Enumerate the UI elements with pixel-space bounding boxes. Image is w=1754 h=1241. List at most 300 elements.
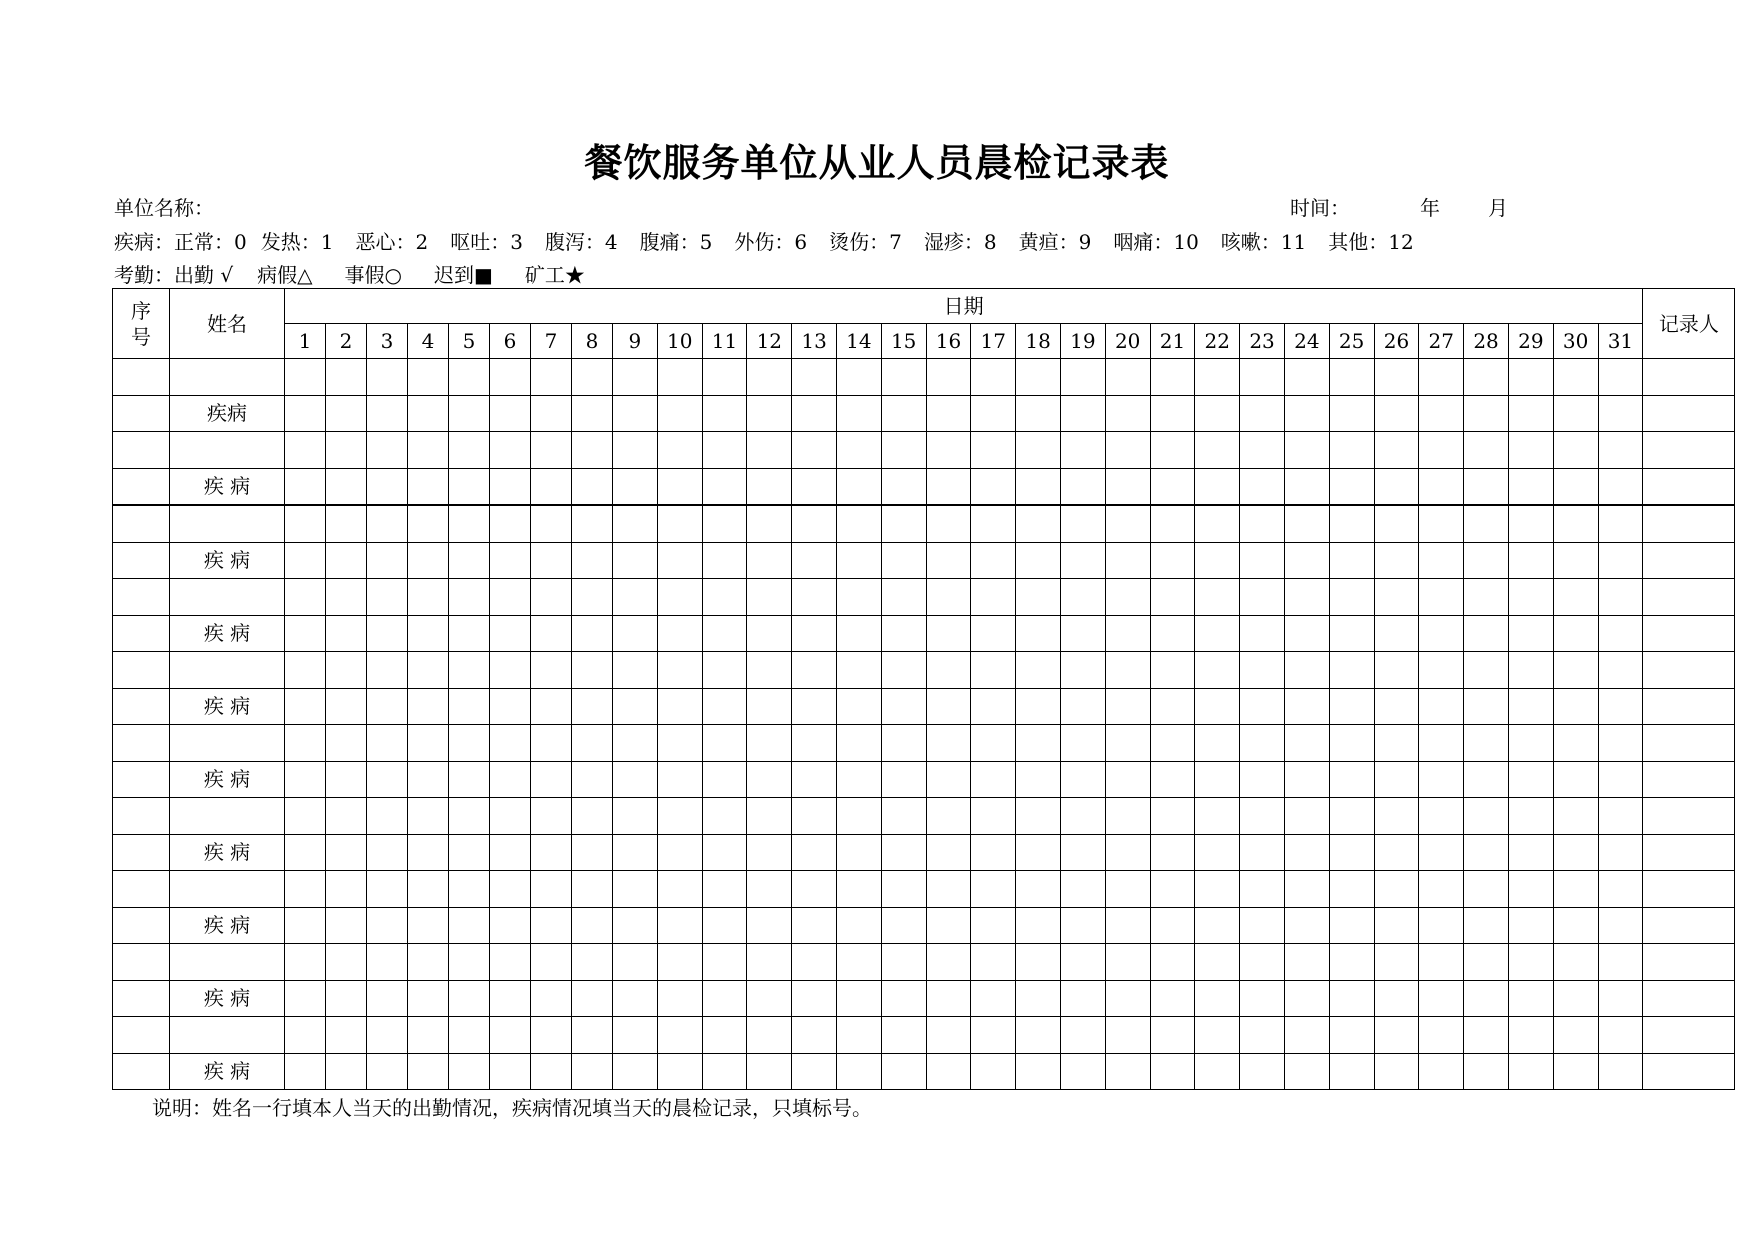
day-cell[interactable] [971,725,1016,762]
day-cell[interactable] [1150,468,1195,505]
day-cell[interactable] [1598,761,1643,798]
day-cell[interactable] [971,359,1016,396]
day-cell[interactable] [926,725,971,762]
day-cell[interactable] [881,615,926,652]
day-cell[interactable] [1329,907,1374,944]
day-cell[interactable] [1150,542,1195,579]
day-cell[interactable] [1240,725,1285,762]
day-cell[interactable] [1016,798,1061,835]
day-cell[interactable] [1419,834,1464,871]
day-cell[interactable] [881,907,926,944]
day-cell[interactable] [1060,432,1105,469]
day-cell[interactable] [285,395,326,432]
day-cell[interactable] [926,432,971,469]
day-cell[interactable] [1553,725,1598,762]
day-cell[interactable] [449,1053,490,1090]
day-cell[interactable] [926,871,971,908]
day-cell[interactable] [702,761,747,798]
day-cell[interactable] [881,834,926,871]
day-cell[interactable] [926,652,971,689]
day-cell[interactable] [1598,871,1643,908]
day-cell[interactable] [326,652,367,689]
day-cell[interactable] [1553,542,1598,579]
day-cell[interactable] [285,1053,326,1090]
day-cell[interactable] [1553,579,1598,616]
day-cell[interactable] [367,652,408,689]
day-cell[interactable] [1284,432,1329,469]
day-cell[interactable] [572,980,613,1017]
day-cell[interactable] [971,834,1016,871]
day-cell[interactable] [1508,579,1553,616]
day-cell[interactable] [490,834,531,871]
day-cell[interactable] [1464,579,1509,616]
day-cell[interactable] [747,871,792,908]
day-cell[interactable] [747,907,792,944]
day-cell[interactable] [1598,834,1643,871]
day-cell[interactable] [1464,359,1509,396]
day-cell[interactable] [792,944,837,981]
day-cell[interactable] [1419,944,1464,981]
day-cell[interactable] [572,359,613,396]
day-cell[interactable] [657,395,702,432]
day-cell[interactable] [1598,468,1643,505]
seq-cell[interactable] [113,615,170,652]
day-cell[interactable] [490,725,531,762]
day-cell[interactable] [490,1017,531,1054]
day-cell[interactable] [408,542,449,579]
day-cell[interactable] [613,1053,658,1090]
day-cell[interactable] [1329,1053,1374,1090]
day-cell[interactable] [702,615,747,652]
day-cell[interactable] [408,505,449,542]
day-cell[interactable] [326,798,367,835]
day-cell[interactable] [657,1053,702,1090]
day-cell[interactable] [326,871,367,908]
day-cell[interactable] [1060,834,1105,871]
recorder-cell[interactable] [1643,1017,1735,1054]
day-cell[interactable] [1464,505,1509,542]
day-cell[interactable] [971,505,1016,542]
day-cell[interactable] [792,980,837,1017]
day-cell[interactable] [1508,725,1553,762]
day-cell[interactable] [1419,798,1464,835]
day-cell[interactable] [702,944,747,981]
day-cell[interactable] [1240,798,1285,835]
day-cell[interactable] [1598,615,1643,652]
day-cell[interactable] [1105,980,1150,1017]
day-cell[interactable] [971,980,1016,1017]
day-cell[interactable] [490,505,531,542]
day-cell[interactable] [531,542,572,579]
day-cell[interactable] [1284,907,1329,944]
day-cell[interactable] [490,944,531,981]
day-cell[interactable] [1195,615,1240,652]
day-cell[interactable] [1464,761,1509,798]
day-cell[interactable] [836,1053,881,1090]
day-cell[interactable] [1464,652,1509,689]
day-cell[interactable] [1374,1017,1419,1054]
name-cell[interactable] [170,1017,285,1054]
day-cell[interactable] [1240,980,1285,1017]
day-cell[interactable] [1284,944,1329,981]
day-cell[interactable] [926,798,971,835]
day-cell[interactable] [1195,761,1240,798]
day-cell[interactable] [702,1017,747,1054]
day-cell[interactable] [326,542,367,579]
day-cell[interactable] [1016,1017,1061,1054]
day-cell[interactable] [1195,725,1240,762]
name-cell[interactable]: 疾 病 [170,907,285,944]
day-cell[interactable] [926,1017,971,1054]
day-cell[interactable] [367,1053,408,1090]
day-cell[interactable] [747,579,792,616]
day-cell[interactable] [1598,944,1643,981]
day-cell[interactable] [1553,505,1598,542]
day-cell[interactable] [367,944,408,981]
day-cell[interactable] [531,907,572,944]
day-cell[interactable] [836,395,881,432]
seq-cell[interactable] [113,798,170,835]
day-cell[interactable] [326,395,367,432]
day-cell[interactable] [1419,1053,1464,1090]
day-cell[interactable] [572,432,613,469]
day-cell[interactable] [572,944,613,981]
day-cell[interactable] [1195,652,1240,689]
day-cell[interactable] [1150,652,1195,689]
day-cell[interactable] [836,652,881,689]
day-cell[interactable] [1508,468,1553,505]
day-cell[interactable] [449,652,490,689]
day-cell[interactable] [702,907,747,944]
day-cell[interactable] [367,359,408,396]
day-cell[interactable] [1374,432,1419,469]
day-cell[interactable] [285,359,326,396]
day-cell[interactable] [1016,944,1061,981]
day-cell[interactable] [572,725,613,762]
seq-cell[interactable] [113,834,170,871]
day-cell[interactable] [613,980,658,1017]
day-cell[interactable] [1284,688,1329,725]
day-cell[interactable] [326,1017,367,1054]
day-cell[interactable] [836,615,881,652]
day-cell[interactable] [881,1053,926,1090]
day-cell[interactable] [449,725,490,762]
day-cell[interactable] [408,907,449,944]
day-cell[interactable] [792,432,837,469]
day-cell[interactable] [1374,798,1419,835]
day-cell[interactable] [792,871,837,908]
day-cell[interactable] [747,980,792,1017]
day-cell[interactable] [971,468,1016,505]
day-cell[interactable] [836,834,881,871]
day-cell[interactable] [1284,468,1329,505]
day-cell[interactable] [1016,980,1061,1017]
day-cell[interactable] [1284,871,1329,908]
day-cell[interactable] [702,505,747,542]
day-cell[interactable] [1553,980,1598,1017]
day-cell[interactable] [792,579,837,616]
day-cell[interactable] [1329,652,1374,689]
day-cell[interactable] [1060,1017,1105,1054]
day-cell[interactable] [1329,615,1374,652]
day-cell[interactable] [1060,944,1105,981]
day-cell[interactable] [1329,359,1374,396]
day-cell[interactable] [747,542,792,579]
day-cell[interactable] [702,1053,747,1090]
day-cell[interactable] [747,798,792,835]
day-cell[interactable] [449,505,490,542]
name-cell[interactable]: 疾病 [170,395,285,432]
day-cell[interactable] [1150,725,1195,762]
seq-cell[interactable] [113,1017,170,1054]
day-cell[interactable] [657,1017,702,1054]
day-cell[interactable] [1508,1053,1553,1090]
day-cell[interactable] [1150,907,1195,944]
recorder-cell[interactable] [1643,579,1735,616]
name-cell[interactable] [170,652,285,689]
day-cell[interactable] [1150,432,1195,469]
day-cell[interactable] [881,980,926,1017]
day-cell[interactable] [1553,468,1598,505]
day-cell[interactable] [657,505,702,542]
day-cell[interactable] [1419,725,1464,762]
day-cell[interactable] [490,907,531,944]
day-cell[interactable] [1284,798,1329,835]
day-cell[interactable] [408,688,449,725]
day-cell[interactable] [1284,505,1329,542]
day-cell[interactable] [1598,980,1643,1017]
day-cell[interactable] [613,652,658,689]
day-cell[interactable] [613,725,658,762]
day-cell[interactable] [1419,980,1464,1017]
day-cell[interactable] [1195,395,1240,432]
day-cell[interactable] [1016,542,1061,579]
recorder-cell[interactable] [1643,395,1735,432]
day-cell[interactable] [792,798,837,835]
day-cell[interactable] [490,542,531,579]
day-cell[interactable] [572,907,613,944]
day-cell[interactable] [490,688,531,725]
day-cell[interactable] [1016,432,1061,469]
day-cell[interactable] [926,395,971,432]
day-cell[interactable] [881,505,926,542]
day-cell[interactable] [572,688,613,725]
day-cell[interactable] [881,542,926,579]
day-cell[interactable] [1374,652,1419,689]
day-cell[interactable] [408,834,449,871]
day-cell[interactable] [1464,725,1509,762]
day-cell[interactable] [367,798,408,835]
day-cell[interactable] [1464,907,1509,944]
day-cell[interactable] [971,688,1016,725]
recorder-cell[interactable] [1643,980,1735,1017]
day-cell[interactable] [1195,688,1240,725]
day-cell[interactable] [490,980,531,1017]
day-cell[interactable] [657,725,702,762]
day-cell[interactable] [1016,468,1061,505]
day-cell[interactable] [657,761,702,798]
day-cell[interactable] [1598,395,1643,432]
day-cell[interactable] [572,1053,613,1090]
day-cell[interactable] [1374,505,1419,542]
seq-cell[interactable] [113,432,170,469]
day-cell[interactable] [1195,907,1240,944]
day-cell[interactable] [449,907,490,944]
name-cell[interactable] [170,944,285,981]
recorder-cell[interactable] [1643,542,1735,579]
day-cell[interactable] [449,871,490,908]
day-cell[interactable] [881,761,926,798]
day-cell[interactable] [367,615,408,652]
day-cell[interactable] [747,395,792,432]
seq-cell[interactable] [113,652,170,689]
day-cell[interactable] [1195,871,1240,908]
day-cell[interactable] [285,615,326,652]
day-cell[interactable] [572,395,613,432]
day-cell[interactable] [1329,468,1374,505]
day-cell[interactable] [449,1017,490,1054]
day-cell[interactable] [1150,359,1195,396]
recorder-cell[interactable] [1643,652,1735,689]
day-cell[interactable] [836,542,881,579]
day-cell[interactable] [926,907,971,944]
day-cell[interactable] [747,688,792,725]
day-cell[interactable] [1240,652,1285,689]
day-cell[interactable] [490,359,531,396]
day-cell[interactable] [971,615,1016,652]
day-cell[interactable] [1598,688,1643,725]
day-cell[interactable] [1508,907,1553,944]
day-cell[interactable] [1329,542,1374,579]
seq-cell[interactable] [113,980,170,1017]
day-cell[interactable] [490,798,531,835]
day-cell[interactable] [1329,395,1374,432]
day-cell[interactable] [285,980,326,1017]
day-cell[interactable] [836,688,881,725]
day-cell[interactable] [531,1017,572,1054]
day-cell[interactable] [836,579,881,616]
recorder-cell[interactable] [1643,834,1735,871]
day-cell[interactable] [881,395,926,432]
day-cell[interactable] [1329,980,1374,1017]
day-cell[interactable] [531,1053,572,1090]
day-cell[interactable] [1105,761,1150,798]
day-cell[interactable] [657,468,702,505]
day-cell[interactable] [449,944,490,981]
day-cell[interactable] [1419,1017,1464,1054]
day-cell[interactable] [1060,579,1105,616]
day-cell[interactable] [1060,395,1105,432]
day-cell[interactable] [531,980,572,1017]
day-cell[interactable] [881,871,926,908]
day-cell[interactable] [1060,1053,1105,1090]
day-cell[interactable] [1464,432,1509,469]
day-cell[interactable] [1240,1017,1285,1054]
day-cell[interactable] [1508,505,1553,542]
day-cell[interactable] [449,579,490,616]
day-cell[interactable] [613,359,658,396]
day-cell[interactable] [1105,652,1150,689]
day-cell[interactable] [1598,542,1643,579]
day-cell[interactable] [1240,359,1285,396]
day-cell[interactable] [1508,871,1553,908]
day-cell[interactable] [531,688,572,725]
day-cell[interactable] [408,432,449,469]
day-cell[interactable] [285,505,326,542]
day-cell[interactable] [1240,468,1285,505]
recorder-cell[interactable] [1643,725,1735,762]
day-cell[interactable] [1105,907,1150,944]
day-cell[interactable] [1374,395,1419,432]
day-cell[interactable] [1195,505,1240,542]
day-cell[interactable] [971,761,1016,798]
day-cell[interactable] [613,798,658,835]
day-cell[interactable] [881,725,926,762]
day-cell[interactable] [1195,432,1240,469]
day-cell[interactable] [971,1053,1016,1090]
day-cell[interactable] [1374,980,1419,1017]
day-cell[interactable] [408,944,449,981]
day-cell[interactable] [449,395,490,432]
day-cell[interactable] [1508,542,1553,579]
day-cell[interactable] [1195,1017,1240,1054]
recorder-cell[interactable] [1643,1053,1735,1090]
day-cell[interactable] [702,871,747,908]
day-cell[interactable] [1105,1017,1150,1054]
day-cell[interactable] [1598,1053,1643,1090]
day-cell[interactable] [1060,359,1105,396]
day-cell[interactable] [1284,761,1329,798]
day-cell[interactable] [408,359,449,396]
day-cell[interactable] [531,725,572,762]
seq-cell[interactable] [113,542,170,579]
day-cell[interactable] [531,798,572,835]
day-cell[interactable] [367,907,408,944]
day-cell[interactable] [1508,615,1553,652]
day-cell[interactable] [449,761,490,798]
day-cell[interactable] [836,468,881,505]
recorder-cell[interactable] [1643,944,1735,981]
day-cell[interactable] [1195,468,1240,505]
day-cell[interactable] [971,871,1016,908]
day-cell[interactable] [792,1017,837,1054]
day-cell[interactable] [408,761,449,798]
day-cell[interactable] [792,542,837,579]
day-cell[interactable] [449,359,490,396]
name-cell[interactable]: 疾 病 [170,834,285,871]
day-cell[interactable] [367,579,408,616]
name-cell[interactable] [170,871,285,908]
name-cell[interactable]: 疾 病 [170,1053,285,1090]
day-cell[interactable] [1105,834,1150,871]
day-cell[interactable] [1419,615,1464,652]
day-cell[interactable] [490,871,531,908]
day-cell[interactable] [971,579,1016,616]
day-cell[interactable] [449,432,490,469]
day-cell[interactable] [1553,395,1598,432]
day-cell[interactable] [449,542,490,579]
day-cell[interactable] [1060,505,1105,542]
day-cell[interactable] [1374,688,1419,725]
day-cell[interactable] [408,1053,449,1090]
day-cell[interactable] [1553,761,1598,798]
day-cell[interactable] [1105,505,1150,542]
day-cell[interactable] [1284,834,1329,871]
day-cell[interactable] [1374,871,1419,908]
day-cell[interactable] [1419,761,1464,798]
day-cell[interactable] [1284,980,1329,1017]
day-cell[interactable] [1553,871,1598,908]
